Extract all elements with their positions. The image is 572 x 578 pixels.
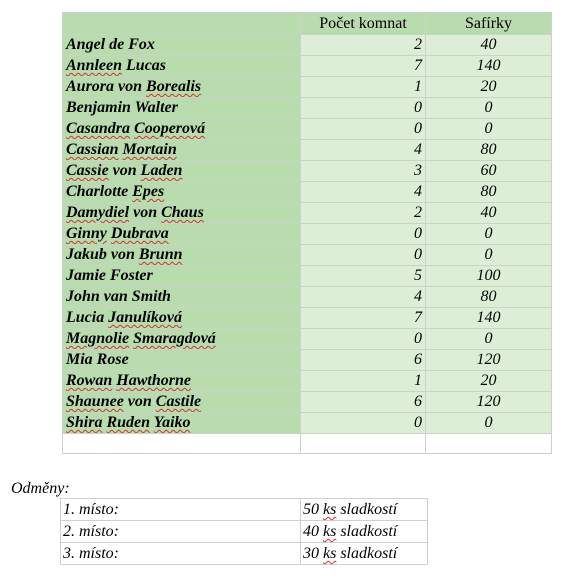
rooms-cell[interactable]: 0 xyxy=(301,245,426,266)
rooms-cell[interactable]: 7 xyxy=(301,308,426,329)
sapphires-cell[interactable]: 0 xyxy=(426,329,552,350)
rooms-cell[interactable]: 3 xyxy=(301,161,426,182)
rooms-cell[interactable]: 0 xyxy=(301,329,426,350)
sapphires-cell[interactable]: 100 xyxy=(426,266,552,287)
rooms-cell[interactable]: 2 xyxy=(301,203,426,224)
sapphires-cell[interactable]: 140 xyxy=(426,56,552,77)
rooms-cell[interactable]: 1 xyxy=(301,371,426,392)
table-row xyxy=(63,266,552,287)
player-name-cell[interactable]: Aurora von Borealis xyxy=(63,77,301,98)
table-row xyxy=(63,245,552,266)
rooms-cell[interactable]: 0 xyxy=(301,413,426,434)
player-name-cell[interactable]: Cassian Mortain xyxy=(63,140,301,161)
table-row xyxy=(63,287,552,308)
player-name-cell[interactable]: Lucia Janulíková xyxy=(63,308,301,329)
rooms-cell[interactable]: 7 xyxy=(301,56,426,77)
reward-prize-cell[interactable]: 40 ks sladkostí xyxy=(301,521,428,543)
sapphires-cell[interactable]: 80 xyxy=(426,140,552,161)
table-row xyxy=(63,119,552,140)
player-name-cell[interactable]: Cassie von Laden xyxy=(63,161,301,182)
sapphires-cell[interactable]: 60 xyxy=(426,161,552,182)
rooms-cell[interactable]: 1 xyxy=(301,77,426,98)
table-row xyxy=(63,35,552,56)
rooms-cell[interactable]: 5 xyxy=(301,266,426,287)
player-name-cell[interactable]: Benjamin Walter xyxy=(63,98,301,119)
sapphires-cell[interactable]: 120 xyxy=(426,392,552,413)
header-sapphires[interactable]: Safírky xyxy=(426,13,552,35)
reward-place-cell[interactable]: 2. místo: xyxy=(61,521,301,543)
rooms-cell[interactable]: 2 xyxy=(301,35,426,56)
empty-row xyxy=(63,434,552,454)
rooms-cell[interactable]: 0 xyxy=(301,98,426,119)
rooms-cell[interactable]: 0 xyxy=(301,119,426,140)
table-row xyxy=(63,224,552,245)
rewards-table xyxy=(60,498,428,565)
sapphires-cell[interactable]: 0 xyxy=(426,119,552,140)
reward-place-cell[interactable]: 1. místo: xyxy=(61,499,301,521)
table-row xyxy=(63,371,552,392)
table-body xyxy=(63,35,552,454)
rooms-cell[interactable]: 4 xyxy=(301,182,426,203)
sapphires-cell[interactable]: 0 xyxy=(426,98,552,119)
table-row xyxy=(63,98,552,119)
reward-prize-cell[interactable]: 30 ks sladkostí xyxy=(301,543,428,565)
player-name-cell[interactable]: Annleen Lucas xyxy=(63,56,301,77)
rewards-title: Odměny: xyxy=(11,480,70,497)
reward-row xyxy=(61,499,428,521)
empty-cell[interactable] xyxy=(426,434,552,454)
table-row xyxy=(63,203,552,224)
table-row xyxy=(63,182,552,203)
player-name-cell[interactable]: Ginny Dubrava xyxy=(63,224,301,245)
player-name-cell[interactable]: Shaunee von Castile xyxy=(63,392,301,413)
table-row xyxy=(63,329,552,350)
player-name-cell[interactable]: Jamie Foster xyxy=(63,266,301,287)
empty-cell[interactable] xyxy=(301,434,426,454)
table-row xyxy=(63,161,552,182)
player-name-cell[interactable]: Damydiel von Chaus xyxy=(63,203,301,224)
table-row xyxy=(63,77,552,98)
reward-row xyxy=(61,521,428,543)
scores-table xyxy=(62,12,552,454)
header-rooms[interactable]: Počet komnat xyxy=(301,13,426,35)
header-name-cell[interactable] xyxy=(63,13,301,35)
empty-cell[interactable] xyxy=(63,434,301,454)
table-row xyxy=(63,140,552,161)
reward-place-cell[interactable]: 3. místo: xyxy=(61,543,301,565)
player-name-cell[interactable]: Mia Rose xyxy=(63,350,301,371)
table-header-row xyxy=(63,13,552,35)
player-name-cell[interactable]: Shira Ruden Yaiko xyxy=(63,413,301,434)
sapphires-cell[interactable]: 40 xyxy=(426,35,552,56)
sapphires-cell[interactable]: 0 xyxy=(426,245,552,266)
table-row xyxy=(63,308,552,329)
sapphires-cell[interactable]: 20 xyxy=(426,77,552,98)
rewards-body xyxy=(61,499,428,565)
rooms-cell[interactable]: 4 xyxy=(301,140,426,161)
sapphires-cell[interactable]: 80 xyxy=(426,287,552,308)
table-row xyxy=(63,413,552,434)
table-row xyxy=(63,392,552,413)
player-name-cell[interactable]: Casandra Cooperová xyxy=(63,119,301,140)
sapphires-cell[interactable]: 0 xyxy=(426,413,552,434)
sapphires-cell[interactable]: 80 xyxy=(426,182,552,203)
sapphires-cell[interactable]: 0 xyxy=(426,224,552,245)
table-row xyxy=(63,56,552,77)
sapphires-cell[interactable]: 120 xyxy=(426,350,552,371)
player-name-cell[interactable]: Angel de Fox xyxy=(63,35,301,56)
player-name-cell[interactable]: Rowan Hawthorne xyxy=(63,371,301,392)
sapphires-cell[interactable]: 40 xyxy=(426,203,552,224)
rooms-cell[interactable]: 4 xyxy=(301,287,426,308)
reward-row xyxy=(61,543,428,565)
reward-prize-cell[interactable]: 50 ks sladkostí xyxy=(301,499,428,521)
player-name-cell[interactable]: Jakub von Brunn xyxy=(63,245,301,266)
player-name-cell[interactable]: John van Smith xyxy=(63,287,301,308)
sapphires-cell[interactable]: 140 xyxy=(426,308,552,329)
rooms-cell[interactable]: 6 xyxy=(301,392,426,413)
rooms-cell[interactable]: 6 xyxy=(301,350,426,371)
player-name-cell[interactable]: Magnolie Smaragdová xyxy=(63,329,301,350)
rooms-cell[interactable]: 0 xyxy=(301,224,426,245)
player-name-cell[interactable]: Charlotte Epes xyxy=(63,182,301,203)
table-row xyxy=(63,350,552,371)
sapphires-cell[interactable]: 20 xyxy=(426,371,552,392)
